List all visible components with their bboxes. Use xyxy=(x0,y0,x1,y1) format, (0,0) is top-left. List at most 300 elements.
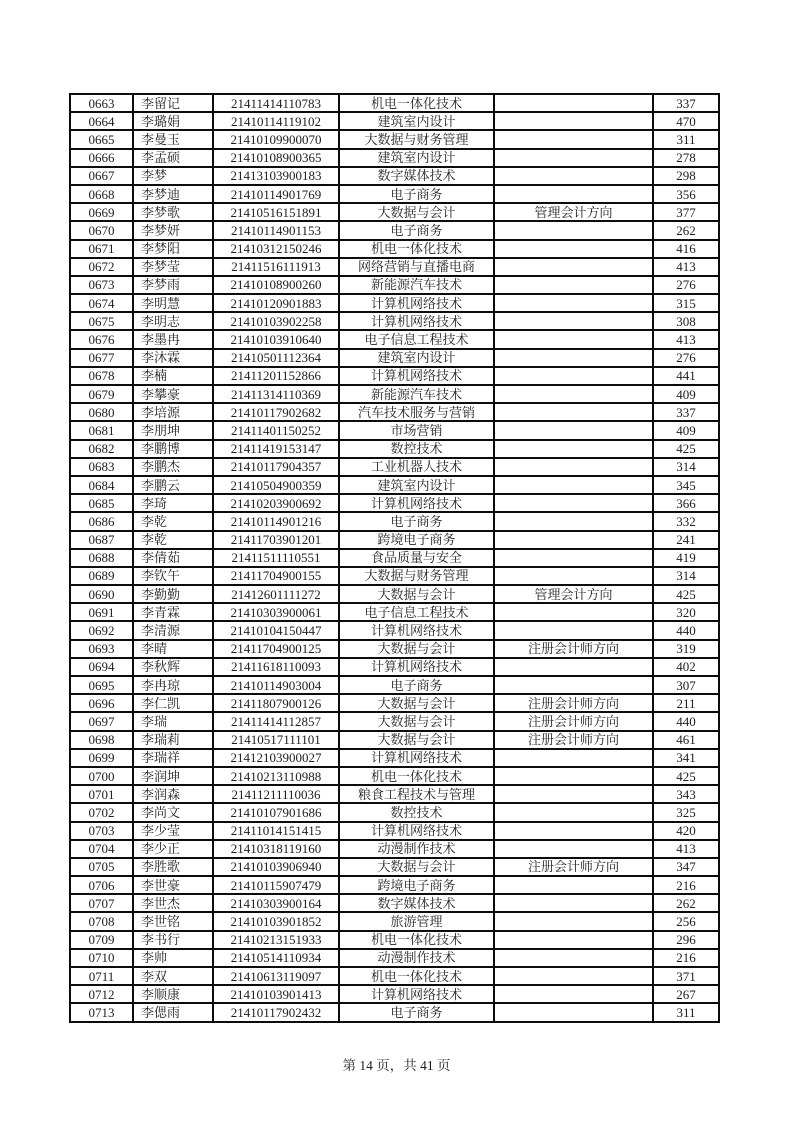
name-cell: 李清源 xyxy=(133,621,213,639)
score-cell: 425 xyxy=(653,440,719,458)
major-cell: 计算机网络技术 xyxy=(339,494,494,512)
direction-cell xyxy=(494,549,653,567)
serial-cell: 0689 xyxy=(70,567,133,585)
name-cell: 李梦歌 xyxy=(133,203,213,221)
score-cell: 371 xyxy=(653,967,719,985)
exam-number-cell: 21411703901201 xyxy=(213,531,339,549)
exam-number-cell: 21410312150246 xyxy=(213,240,339,258)
exam-number-cell: 21410516151891 xyxy=(213,203,339,221)
major-cell: 动漫制作技术 xyxy=(339,949,494,967)
score-cell: 409 xyxy=(653,421,719,439)
page-footer: 第 14 页，共 41 页 xyxy=(342,1058,451,1073)
serial-cell: 0670 xyxy=(70,221,133,239)
score-cell: 311 xyxy=(653,130,719,148)
serial-cell: 0663 xyxy=(70,94,133,112)
table-row xyxy=(70,203,719,221)
serial-cell: 0703 xyxy=(70,822,133,840)
table-row xyxy=(70,531,719,549)
major-cell: 建筑室内设计 xyxy=(339,349,494,367)
direction-cell xyxy=(494,258,653,276)
name-cell: 李明志 xyxy=(133,312,213,330)
major-cell: 机电一体化技术 xyxy=(339,94,494,112)
exam-number-cell: 21410108900365 xyxy=(213,149,339,167)
name-cell: 李润坤 xyxy=(133,767,213,785)
score-cell: 337 xyxy=(653,403,719,421)
major-cell: 大数据与财务管理 xyxy=(339,567,494,585)
serial-cell: 0699 xyxy=(70,749,133,767)
exam-number-cell: 21410104150447 xyxy=(213,621,339,639)
score-cell: 413 xyxy=(653,330,719,348)
serial-cell: 0685 xyxy=(70,494,133,512)
table-row xyxy=(70,221,719,239)
name-cell: 李世豪 xyxy=(133,876,213,894)
direction-cell xyxy=(494,458,653,476)
name-cell: 李勤勤 xyxy=(133,585,213,603)
exam-number-cell: 21410613119097 xyxy=(213,967,339,985)
serial-cell: 0679 xyxy=(70,385,133,403)
score-cell: 461 xyxy=(653,731,719,749)
serial-cell: 0682 xyxy=(70,440,133,458)
table-row xyxy=(70,967,719,985)
major-cell: 食品质量与安全 xyxy=(339,549,494,567)
exam-number-cell: 21411414110783 xyxy=(213,94,339,112)
serial-cell: 0691 xyxy=(70,603,133,621)
exam-number-cell: 21410103902258 xyxy=(213,312,339,330)
serial-cell: 0688 xyxy=(70,549,133,567)
score-cell: 341 xyxy=(653,749,719,767)
direction-cell xyxy=(494,931,653,949)
direction-cell xyxy=(494,531,653,549)
table-row xyxy=(70,840,719,858)
direction-cell: 注册会计师方向 xyxy=(494,640,653,658)
major-cell: 电子信息工程技术 xyxy=(339,330,494,348)
serial-cell: 0674 xyxy=(70,294,133,312)
exam-number-cell: 21411618110093 xyxy=(213,658,339,676)
serial-cell: 0706 xyxy=(70,876,133,894)
direction-cell xyxy=(494,276,653,294)
name-cell: 李孟硕 xyxy=(133,149,213,167)
major-cell: 大数据与会计 xyxy=(339,585,494,603)
direction-cell xyxy=(494,294,653,312)
exam-number-cell: 21410303900164 xyxy=(213,894,339,912)
direction-cell xyxy=(494,240,653,258)
serial-cell: 0667 xyxy=(70,167,133,185)
table-row xyxy=(70,440,719,458)
score-cell: 440 xyxy=(653,621,719,639)
serial-cell: 0710 xyxy=(70,949,133,967)
table-row xyxy=(70,385,719,403)
direction-cell xyxy=(494,749,653,767)
table-row xyxy=(70,676,719,694)
score-cell: 425 xyxy=(653,767,719,785)
name-cell: 李鹏云 xyxy=(133,476,213,494)
exam-number-cell: 21410103906940 xyxy=(213,858,339,876)
score-cell: 311 xyxy=(653,1003,719,1022)
name-cell: 李乾 xyxy=(133,531,213,549)
major-cell: 机电一体化技术 xyxy=(339,931,494,949)
exam-number-cell: 21411211110036 xyxy=(213,785,339,803)
score-cell: 319 xyxy=(653,640,719,658)
name-cell: 李瑞祥 xyxy=(133,749,213,767)
direction-cell xyxy=(494,330,653,348)
score-table xyxy=(69,93,720,1023)
direction-cell xyxy=(494,221,653,239)
serial-cell: 0709 xyxy=(70,931,133,949)
table-row xyxy=(70,512,719,530)
name-cell: 李顺康 xyxy=(133,985,213,1003)
name-cell: 李青霖 xyxy=(133,603,213,621)
direction-cell: 注册会计师方向 xyxy=(494,694,653,712)
major-cell: 机电一体化技术 xyxy=(339,240,494,258)
direction-cell: 管理会计方向 xyxy=(494,585,653,603)
table-row xyxy=(70,876,719,894)
serial-cell: 0701 xyxy=(70,785,133,803)
exam-number-cell: 21411704900125 xyxy=(213,640,339,658)
score-cell: 337 xyxy=(653,94,719,112)
table-row xyxy=(70,549,719,567)
exam-number-cell: 21411014151415 xyxy=(213,822,339,840)
major-cell: 计算机网络技术 xyxy=(339,367,494,385)
exam-number-cell: 21411401150252 xyxy=(213,421,339,439)
major-cell: 计算机网络技术 xyxy=(339,294,494,312)
table-row xyxy=(70,785,719,803)
major-cell: 旅游管理 xyxy=(339,912,494,930)
score-cell: 413 xyxy=(653,840,719,858)
serial-cell: 0671 xyxy=(70,240,133,258)
table-row xyxy=(70,294,719,312)
exam-number-cell: 21411511110551 xyxy=(213,549,339,567)
table-row xyxy=(70,949,719,967)
name-cell: 李少莹 xyxy=(133,822,213,840)
exam-number-cell: 21410318119160 xyxy=(213,840,339,858)
exam-number-cell: 21410120901883 xyxy=(213,294,339,312)
major-cell: 计算机网络技术 xyxy=(339,658,494,676)
major-cell: 建筑室内设计 xyxy=(339,112,494,130)
table-row xyxy=(70,858,719,876)
direction-cell xyxy=(494,767,653,785)
table-row xyxy=(70,712,719,730)
name-cell: 李晴 xyxy=(133,640,213,658)
table-row xyxy=(70,149,719,167)
table-row xyxy=(70,458,719,476)
score-cell: 416 xyxy=(653,240,719,258)
major-cell: 计算机网络技术 xyxy=(339,985,494,1003)
name-cell: 李琦 xyxy=(133,494,213,512)
serial-cell: 0711 xyxy=(70,967,133,985)
score-cell: 276 xyxy=(653,349,719,367)
exam-number-cell: 21410203900692 xyxy=(213,494,339,512)
name-cell: 李培源 xyxy=(133,403,213,421)
score-cell: 343 xyxy=(653,785,719,803)
table-row xyxy=(70,640,719,658)
serial-cell: 0678 xyxy=(70,367,133,385)
score-cell: 347 xyxy=(653,858,719,876)
exam-number-cell: 21410303900061 xyxy=(213,603,339,621)
direction-cell: 注册会计师方向 xyxy=(494,712,653,730)
direction-cell xyxy=(494,621,653,639)
serial-cell: 0680 xyxy=(70,403,133,421)
serial-cell: 0681 xyxy=(70,421,133,439)
score-cell: 267 xyxy=(653,985,719,1003)
exam-number-cell: 21411419153147 xyxy=(213,440,339,458)
major-cell: 新能源汽车技术 xyxy=(339,385,494,403)
name-cell: 李梦阳 xyxy=(133,240,213,258)
name-cell: 李留记 xyxy=(133,94,213,112)
name-cell: 李润森 xyxy=(133,785,213,803)
major-cell: 电子商务 xyxy=(339,512,494,530)
name-cell: 李墨冉 xyxy=(133,330,213,348)
exam-number-cell: 21412103900027 xyxy=(213,749,339,767)
score-cell: 314 xyxy=(653,458,719,476)
score-cell: 307 xyxy=(653,676,719,694)
table-row xyxy=(70,421,719,439)
name-cell: 李胜歌 xyxy=(133,858,213,876)
exam-number-cell: 21410213151933 xyxy=(213,931,339,949)
score-cell: 262 xyxy=(653,221,719,239)
direction-cell xyxy=(494,822,653,840)
serial-cell: 0707 xyxy=(70,894,133,912)
direction-cell xyxy=(494,440,653,458)
score-cell: 409 xyxy=(653,385,719,403)
name-cell: 李偲雨 xyxy=(133,1003,213,1022)
score-cell: 308 xyxy=(653,312,719,330)
exam-number-cell: 21410108900260 xyxy=(213,276,339,294)
major-cell: 计算机网络技术 xyxy=(339,621,494,639)
score-cell: 345 xyxy=(653,476,719,494)
major-cell: 汽车技术服务与营销 xyxy=(339,403,494,421)
direction-cell xyxy=(494,658,653,676)
exam-number-cell: 21411414112857 xyxy=(213,712,339,730)
exam-number-cell: 21410117904357 xyxy=(213,458,339,476)
table-row xyxy=(70,931,719,949)
major-cell: 跨境电子商务 xyxy=(339,876,494,894)
exam-number-cell: 21410517111101 xyxy=(213,731,339,749)
major-cell: 大数据与财务管理 xyxy=(339,130,494,148)
name-cell: 李仁凯 xyxy=(133,694,213,712)
direction-cell xyxy=(494,94,653,112)
serial-cell: 0692 xyxy=(70,621,133,639)
serial-cell: 0702 xyxy=(70,803,133,821)
serial-cell: 0694 xyxy=(70,658,133,676)
name-cell: 李钦午 xyxy=(133,567,213,585)
serial-cell: 0713 xyxy=(70,1003,133,1022)
major-cell: 计算机网络技术 xyxy=(339,749,494,767)
serial-cell: 0705 xyxy=(70,858,133,876)
exam-number-cell: 21412601111272 xyxy=(213,585,339,603)
major-cell: 电子商务 xyxy=(339,1003,494,1022)
direction-cell xyxy=(494,949,653,967)
direction-cell xyxy=(494,785,653,803)
major-cell: 机电一体化技术 xyxy=(339,967,494,985)
exam-number-cell: 21410114903004 xyxy=(213,676,339,694)
serial-cell: 0668 xyxy=(70,185,133,203)
table-row xyxy=(70,403,719,421)
serial-cell: 0686 xyxy=(70,512,133,530)
major-cell: 网络营销与直播电商 xyxy=(339,258,494,276)
major-cell: 电子商务 xyxy=(339,221,494,239)
name-cell: 李明慧 xyxy=(133,294,213,312)
direction-cell xyxy=(494,349,653,367)
table-row xyxy=(70,494,719,512)
exam-number-cell: 21413103900183 xyxy=(213,167,339,185)
name-cell: 李书行 xyxy=(133,931,213,949)
table-row xyxy=(70,621,719,639)
score-cell: 413 xyxy=(653,258,719,276)
score-cell: 315 xyxy=(653,294,719,312)
score-cell: 332 xyxy=(653,512,719,530)
exam-number-cell: 21410514110934 xyxy=(213,949,339,967)
serial-cell: 0704 xyxy=(70,840,133,858)
name-cell: 李冉琼 xyxy=(133,676,213,694)
direction-cell: 注册会计师方向 xyxy=(494,858,653,876)
table-row xyxy=(70,130,719,148)
direction-cell xyxy=(494,967,653,985)
score-table-body xyxy=(70,94,719,1022)
score-cell: 278 xyxy=(653,149,719,167)
exam-number-cell: 21410109900070 xyxy=(213,130,339,148)
name-cell: 李梦雨 xyxy=(133,276,213,294)
exam-number-cell: 21410114119102 xyxy=(213,112,339,130)
table-row xyxy=(70,476,719,494)
exam-number-cell: 21410103901852 xyxy=(213,912,339,930)
major-cell: 计算机网络技术 xyxy=(339,822,494,840)
name-cell: 李少正 xyxy=(133,840,213,858)
score-cell: 419 xyxy=(653,549,719,567)
name-cell: 李帅 xyxy=(133,949,213,967)
direction-cell xyxy=(494,149,653,167)
direction-cell xyxy=(494,421,653,439)
serial-cell: 0687 xyxy=(70,531,133,549)
score-cell: 298 xyxy=(653,167,719,185)
serial-cell: 0666 xyxy=(70,149,133,167)
table-row xyxy=(70,330,719,348)
table-row xyxy=(70,167,719,185)
major-cell: 机电一体化技术 xyxy=(339,767,494,785)
table-row xyxy=(70,694,719,712)
name-cell: 李朋坤 xyxy=(133,421,213,439)
direction-cell xyxy=(494,130,653,148)
direction-cell xyxy=(494,494,653,512)
serial-cell: 0693 xyxy=(70,640,133,658)
exam-number-cell: 21411704900155 xyxy=(213,567,339,585)
major-cell: 大数据与会计 xyxy=(339,712,494,730)
score-cell: 256 xyxy=(653,912,719,930)
table-row xyxy=(70,349,719,367)
major-cell: 电子商务 xyxy=(339,676,494,694)
score-cell: 241 xyxy=(653,531,719,549)
exam-number-cell: 21410114901216 xyxy=(213,512,339,530)
exam-number-cell: 21410114901769 xyxy=(213,185,339,203)
major-cell: 大数据与会计 xyxy=(339,694,494,712)
score-cell: 377 xyxy=(653,203,719,221)
table-row xyxy=(70,749,719,767)
direction-cell xyxy=(494,912,653,930)
major-cell: 数字媒体技术 xyxy=(339,894,494,912)
name-cell: 李世铭 xyxy=(133,912,213,930)
direction-cell xyxy=(494,512,653,530)
name-cell: 李曼玉 xyxy=(133,130,213,148)
direction-cell xyxy=(494,367,653,385)
major-cell: 计算机网络技术 xyxy=(339,312,494,330)
table-row xyxy=(70,94,719,112)
major-cell: 电子商务 xyxy=(339,185,494,203)
name-cell: 李乾 xyxy=(133,512,213,530)
direction-cell xyxy=(494,185,653,203)
table-row xyxy=(70,731,719,749)
score-cell: 402 xyxy=(653,658,719,676)
name-cell: 李梦妍 xyxy=(133,221,213,239)
serial-cell: 0675 xyxy=(70,312,133,330)
serial-cell: 0669 xyxy=(70,203,133,221)
table-row xyxy=(70,767,719,785)
exam-number-cell: 21410117902432 xyxy=(213,1003,339,1022)
table-row xyxy=(70,894,719,912)
serial-cell: 0664 xyxy=(70,112,133,130)
major-cell: 跨境电子商务 xyxy=(339,531,494,549)
major-cell: 工业机器人技术 xyxy=(339,458,494,476)
major-cell: 建筑室内设计 xyxy=(339,476,494,494)
name-cell: 李鹏博 xyxy=(133,440,213,458)
score-cell: 356 xyxy=(653,185,719,203)
serial-cell: 0698 xyxy=(70,731,133,749)
major-cell: 粮食工程技术与管理 xyxy=(339,785,494,803)
score-cell: 276 xyxy=(653,276,719,294)
direction-cell xyxy=(494,567,653,585)
exam-number-cell: 21410213110988 xyxy=(213,767,339,785)
exam-number-cell: 21411516111913 xyxy=(213,258,339,276)
direction-cell xyxy=(494,312,653,330)
name-cell: 李世杰 xyxy=(133,894,213,912)
serial-cell: 0677 xyxy=(70,349,133,367)
serial-cell: 0665 xyxy=(70,130,133,148)
major-cell: 市场营销 xyxy=(339,421,494,439)
exam-number-cell: 21410103910640 xyxy=(213,330,339,348)
major-cell: 数字媒体技术 xyxy=(339,167,494,185)
score-cell: 320 xyxy=(653,603,719,621)
major-cell: 建筑室内设计 xyxy=(339,149,494,167)
name-cell: 李瑞 xyxy=(133,712,213,730)
score-cell: 216 xyxy=(653,876,719,894)
exam-number-cell: 21410504900359 xyxy=(213,476,339,494)
exam-number-cell: 21411807900126 xyxy=(213,694,339,712)
table-row xyxy=(70,603,719,621)
name-cell: 李璐娟 xyxy=(133,112,213,130)
score-cell: 296 xyxy=(653,931,719,949)
score-cell: 262 xyxy=(653,894,719,912)
direction-cell xyxy=(494,840,653,858)
score-cell: 211 xyxy=(653,694,719,712)
serial-cell: 0695 xyxy=(70,676,133,694)
score-cell: 420 xyxy=(653,822,719,840)
direction-cell xyxy=(494,385,653,403)
serial-cell: 0712 xyxy=(70,985,133,1003)
name-cell: 李双 xyxy=(133,967,213,985)
score-cell: 425 xyxy=(653,585,719,603)
table-row xyxy=(70,240,719,258)
serial-cell: 0697 xyxy=(70,712,133,730)
name-cell: 李楠 xyxy=(133,367,213,385)
serial-cell: 0700 xyxy=(70,767,133,785)
serial-cell: 0696 xyxy=(70,694,133,712)
table-row xyxy=(70,912,719,930)
table-row xyxy=(70,567,719,585)
major-cell: 数控技术 xyxy=(339,440,494,458)
table-row xyxy=(70,658,719,676)
name-cell: 李瑞莉 xyxy=(133,731,213,749)
direction-cell xyxy=(494,985,653,1003)
table-row xyxy=(70,112,719,130)
serial-cell: 0708 xyxy=(70,912,133,930)
